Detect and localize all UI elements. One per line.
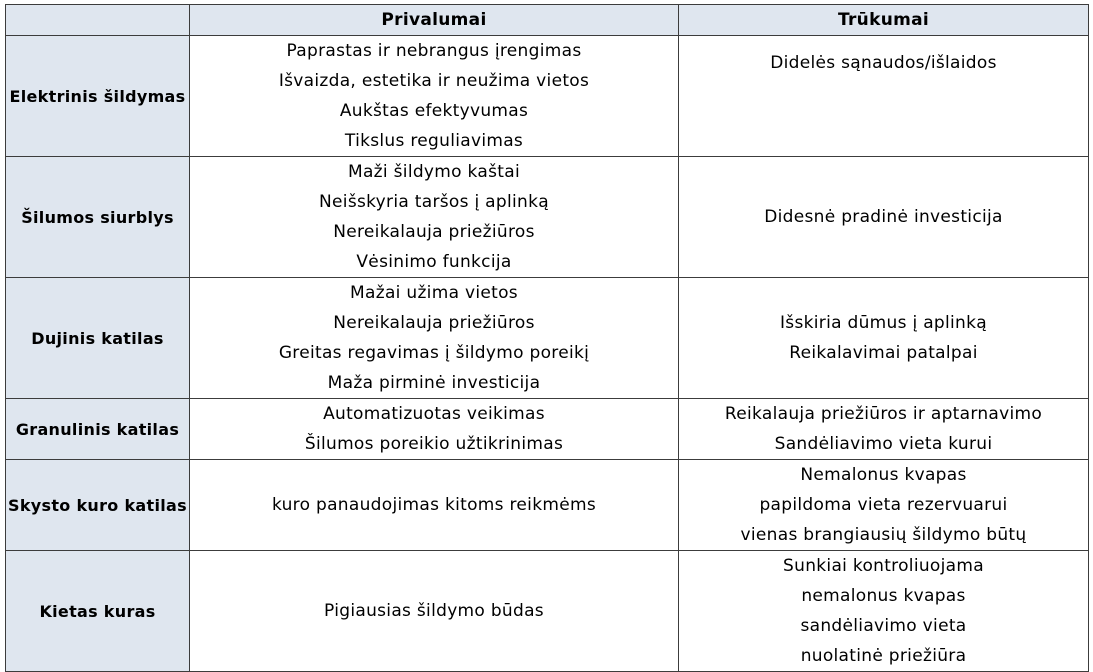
- pro-item: Nereikalauja priežiūros: [333, 222, 535, 242]
- con-item: Didelės sąnaudos/išlaidos: [770, 53, 997, 73]
- pros-cell: [190, 399, 679, 460]
- pro-item: kuro panaudojimas kitoms reikmėms: [271, 495, 596, 515]
- row-heading: Dujinis katilas: [6, 278, 190, 399]
- row-heading: Granulinis katilas: [6, 399, 190, 460]
- pro-item: Maža pirminė investicija: [327, 373, 541, 393]
- pros-cell: [190, 551, 679, 672]
- cons-cell: [679, 157, 1089, 278]
- pro-item: Mažai užima vietos: [350, 283, 518, 303]
- pro-item: Tikslus reguliavimas: [344, 131, 524, 151]
- pro-item: Automatizuotas veikimas: [323, 404, 545, 424]
- pros-cell: [190, 278, 679, 399]
- pro-item: Neišskyria taršos į aplinką: [319, 192, 549, 212]
- pros-cell: [190, 157, 679, 278]
- row-heading: Elektrinis šildymas: [6, 36, 190, 157]
- table-row: [6, 551, 1089, 672]
- pro-item: Nereikalauja priežiūros: [333, 313, 535, 333]
- con-item: Išskiria dūmus į aplinką: [779, 313, 987, 333]
- con-item: nuolatinė priežiūra: [800, 646, 967, 666]
- con-item: nemalonus kvapas: [801, 586, 966, 606]
- cons-cell: [679, 36, 1089, 157]
- pro-item: Vėsinimo funkcija: [356, 252, 512, 272]
- con-item: Nemalonus kvapas: [800, 465, 967, 485]
- con-item: Sandėliavimo vieta kurui: [774, 434, 993, 454]
- header-row: [6, 5, 1089, 36]
- con-item: sandėliavimo vieta: [800, 616, 967, 636]
- row-heading: Kietas kuras: [6, 551, 190, 672]
- pros-cell: [190, 36, 679, 157]
- table-row: [6, 399, 1089, 460]
- row-heading: Skysto kuro katilas: [6, 460, 190, 551]
- pro-item: Aukštas efektyvumas: [339, 101, 529, 121]
- row-heading: Šilumos siurblys: [6, 157, 190, 278]
- cons-cell: [679, 278, 1089, 399]
- pro-item: Paprastas ir nebrangus įrengimas: [286, 41, 582, 61]
- table-row: [6, 36, 1089, 157]
- cons-cell: [679, 460, 1089, 551]
- header-privalumai: Privalumai: [190, 5, 679, 36]
- pro-item: Išvaizda, estetika ir neužima vietos: [278, 71, 590, 91]
- comparison-table-wrapper: [5, 4, 1089, 672]
- pros-cell: [190, 460, 679, 551]
- con-item: Reikalauja priežiūros ir aptarnavimo: [724, 404, 1043, 424]
- table-row: [6, 157, 1089, 278]
- con-item: Reikalavimai patalpai: [789, 343, 978, 363]
- table-row: [6, 460, 1089, 551]
- heating-comparison-table: [5, 4, 1089, 672]
- con-item: Sunkiai kontroliuojama: [783, 556, 984, 576]
- cons-cell: [679, 399, 1089, 460]
- pro-item: Šilumos poreikio užtikrinimas: [304, 434, 564, 454]
- pro-item: Greitas regavimas į šildymo poreikį: [278, 343, 590, 363]
- pro-item: Maži šildymo kaštai: [348, 162, 520, 182]
- corner-cell: [6, 5, 190, 36]
- header-trukumai: Trūkumai: [679, 5, 1089, 36]
- con-item: vienas brangiausių šildymo būtų: [740, 525, 1027, 545]
- con-item: Didesnė pradinė investicija: [764, 207, 1003, 227]
- cons-cell: [679, 551, 1089, 672]
- table-row: [6, 278, 1089, 399]
- pro-item: Pigiausias šildymo būdas: [324, 601, 544, 621]
- con-item: papildoma vieta rezervuarui: [759, 495, 1008, 515]
